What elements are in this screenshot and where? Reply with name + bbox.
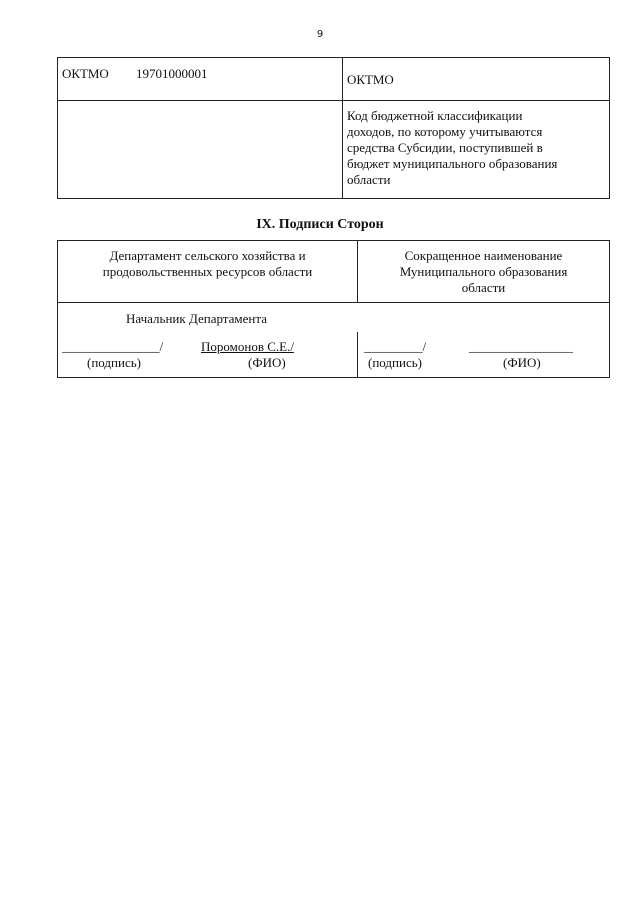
left-signature-line: _______________/ [62, 339, 164, 354]
bank-table-column-divider [342, 57, 343, 199]
signer-position: Начальник Департамента [126, 311, 267, 326]
left-signature-caption: (подпись) [87, 355, 141, 370]
signatures-row-divider [57, 302, 610, 303]
oktmo-label-right: ОКТМО [347, 72, 394, 87]
kbk-line-5: области [347, 172, 391, 187]
left-party-line-1: Департамент сельского хозяйства и [109, 248, 306, 263]
signatures-sign-divider [357, 332, 358, 378]
kbk-line-3: средства Субсидии, поступившей в [347, 140, 543, 155]
bank-table-row-divider [57, 100, 610, 101]
kbk-line-2: доходов, по которому учитываются [347, 124, 543, 139]
right-name-caption: (ФИО) [503, 355, 541, 370]
right-party-line-3: области [461, 280, 506, 295]
kbk-line-4: бюджет муниципального образования [347, 156, 558, 171]
right-party-line-1: Сокращенное наименование [404, 248, 563, 263]
kbk-line-1: Код бюджетной классификации [347, 108, 523, 123]
left-name-caption: (ФИО) [248, 355, 286, 370]
section-heading: IX. Подписи Сторон [256, 217, 384, 232]
oktmo-label-left: ОКТМО [62, 66, 109, 81]
page-number: 9 [316, 29, 324, 40]
left-signer-name: Поромонов С.Е./ [201, 339, 294, 354]
right-party-line-2: Муниципального образования [399, 264, 568, 279]
right-signature-line: _________/ [364, 339, 427, 354]
oktmo-value: 19701000001 [136, 66, 208, 81]
right-signature-caption: (подпись) [368, 355, 422, 370]
left-party-line-2: продовольственных ресурсов области [102, 264, 313, 279]
right-name-line: ________________ [469, 339, 573, 354]
